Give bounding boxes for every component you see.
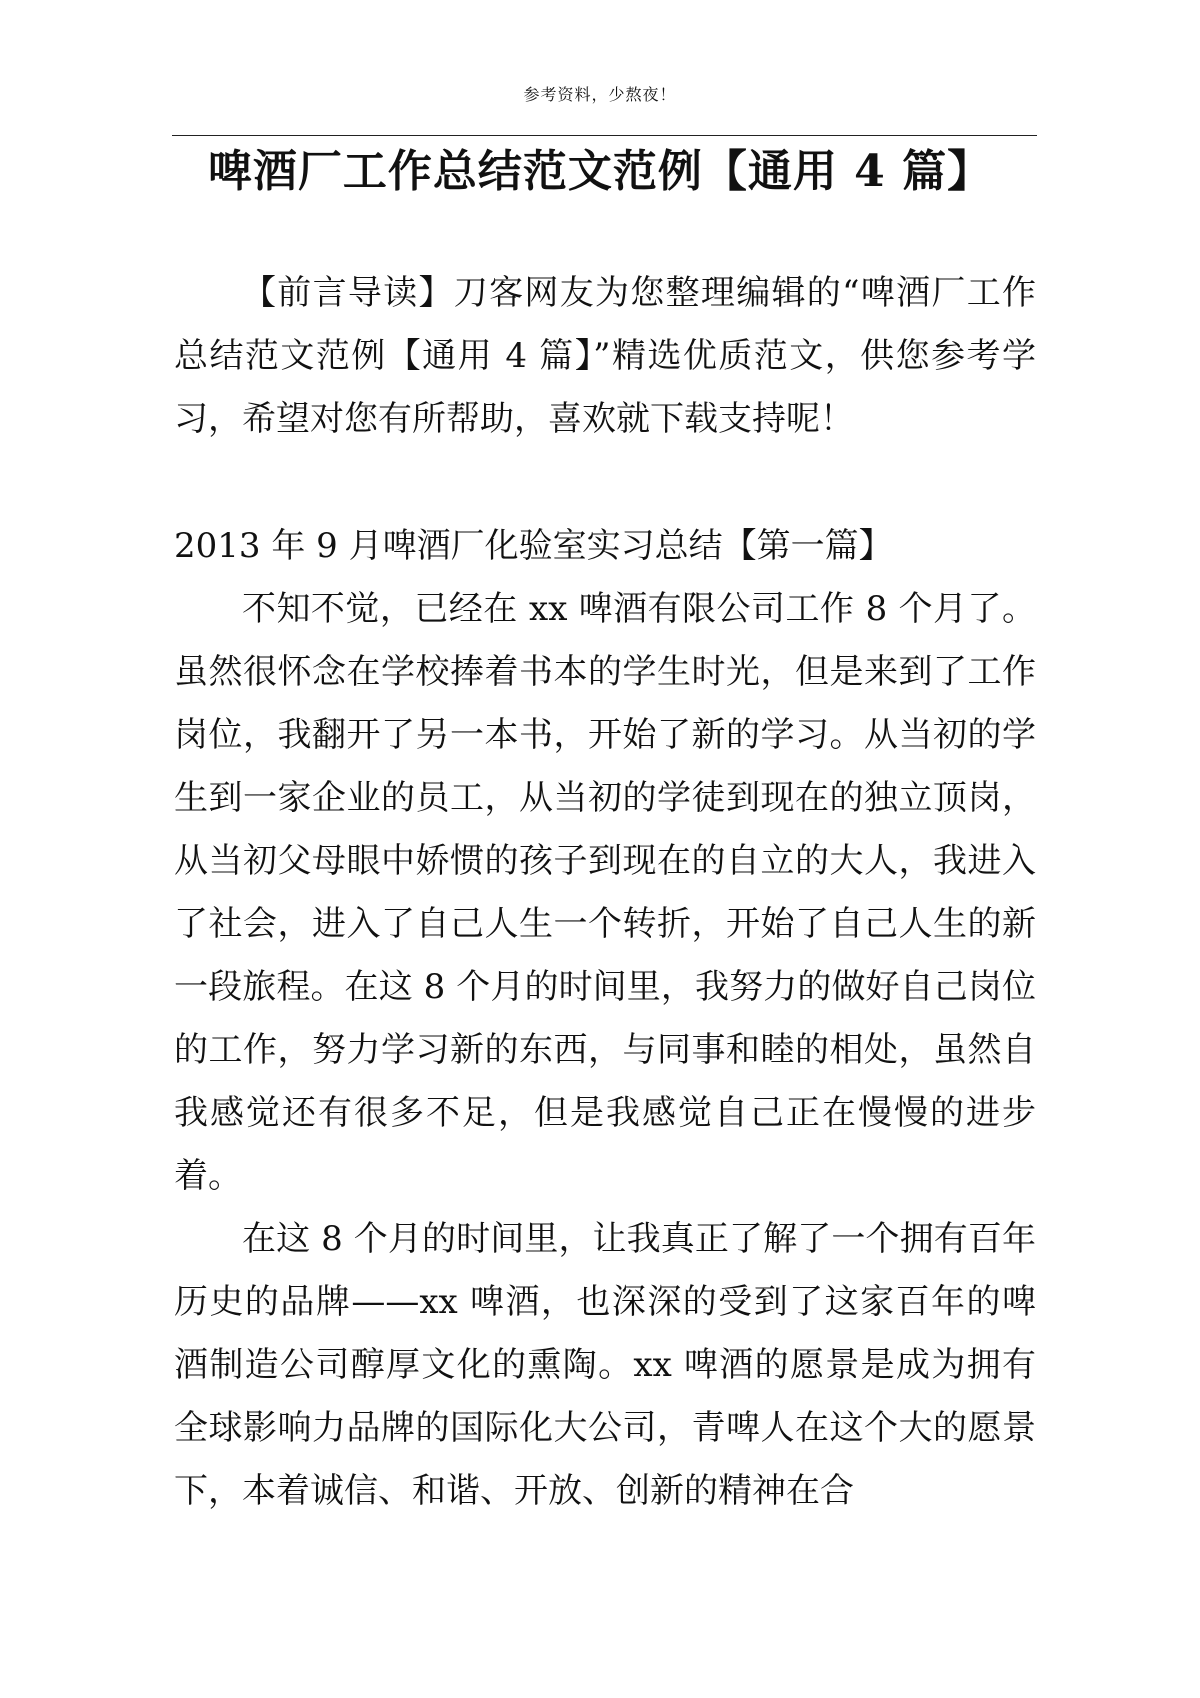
page-header-note: 参考资料，少熬夜！ <box>523 85 677 104</box>
intro-paragraph: 【前言导读】刀客网友为您整理编辑的“啤酒厂工作总结范文范例【通用 4 篇】”精选优质范文，供您参考学习，希望对您有所帮助，喜欢就下载支持呢！ <box>174 273 1036 439</box>
body-paragraph-2: 在这 8 个月的时间里，让我真正了解了一个拥有百年历史的品牌——xx 啤酒，也深深的受到了这家百年的啤酒制造公司醇厚文化的熏陶。xx 啤酒的愿景是成为拥有全球影响力品牌的国际化大公司，青啤人在这个大的愿景下，本着诚信、和谐、开放、创新的精神在合 <box>174 1219 1036 1511</box>
header-divider <box>172 135 1037 136</box>
intro-block <box>174 262 1036 451</box>
document-title: 啤酒厂工作总结范文范例【通用 4 篇】 <box>207 146 993 197</box>
body-paragraph-1: 不知不觉，已经在 xx 啤酒有限公司工作 8 个月了。虽然很怀念在学校捧着书本的学生时光，但是来到了工作岗位，我翻开了另一本书，开始了新的学习。从当初的学生到一家企业的员工，从当初的学徒到现在的独立顶岗，从当初父母眼中娇惯的孩子到现在的自立的大人，我进入了社会，进入了自己人生一个转折，开始了自己人生的新一段旅程。在这 8 个月的时间里，我努力的做好自己岗位的工作，努力学习新的东西，与同事和睦的相处，虽然自我感觉还有很多不足，但是我感觉自己正在慢慢的进步着。 <box>174 589 1036 1196</box>
section-first <box>174 515 1036 1523</box>
section-heading: 2013 年 9 月啤酒厂化验室实习总结【第一篇】 <box>174 526 893 566</box>
